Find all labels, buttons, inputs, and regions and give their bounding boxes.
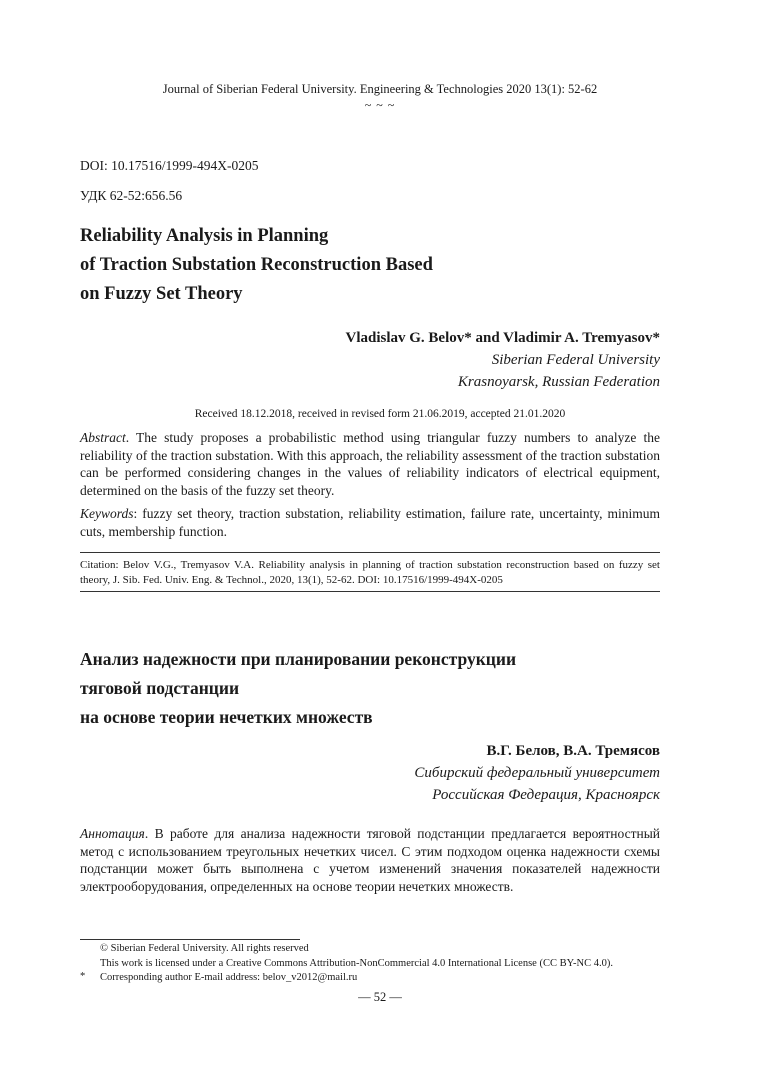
- english-title-line: Reliability Analysis in Planning: [80, 226, 329, 246]
- russian-abstract: [80, 825, 660, 895]
- russian-affiliation-university: Сибирский федеральный университет: [414, 765, 660, 781]
- footnote-rule: [80, 939, 300, 940]
- english-author-block: [346, 327, 661, 393]
- english-title-line: of Traction Substation Reconstruction Based: [80, 255, 433, 275]
- citation-top-rule: [80, 552, 660, 553]
- keywords-label: Keywords: [80, 506, 134, 521]
- english-abstract: [80, 429, 660, 499]
- footnote-license: This work is licensed under a Creative Commons Attribution-NonCommercial 4.0 International License (CC BY-NC 4.0).: [100, 958, 613, 969]
- russian-title-line: тяговой подстанции: [80, 678, 240, 698]
- received-dates: Received 18.12.2018, received in revised form 21.06.2019, accepted 21.01.2020: [194, 408, 566, 420]
- footnote-copyright: © Siberian Federal University. All rights reserved: [100, 943, 309, 954]
- header-ornament: ~ ~ ~: [364, 98, 396, 112]
- journal-header: Journal of Siberian Federal University. Engineering & Technologies 2020 13(1): 52-62: [162, 82, 598, 96]
- english-authors: Vladislav G. Belov* and Vladimir A. Tremyasov*: [345, 330, 660, 346]
- english-title: [80, 222, 640, 309]
- russian-title-line: Анализ надежности при планировании реконструкции: [80, 649, 517, 669]
- abstract-text: . The study proposes a probabilistic method using triangular fuzzy numbers to analyze the reliability of the traction substation. With this approach, the reliability assessment of the traction substation can be performed considering changes in the values of reliability indicators of electrical equipment, determined on the basis of the fuzzy set theory.: [80, 430, 660, 498]
- doi: DOI: 10.17516/1999-494X-0205: [80, 158, 259, 173]
- citation: Citation: Belov V.G., Tremyasov V.A. Reliability analysis in planning of traction substation reconstruction based on fuzzy set theory, J. Sib. Fed. Univ. Eng. & Technol., 2020, 13(1), 52-62. DOI: 10.17516/1999-494X-0205: [80, 559, 660, 586]
- footnote-star: *: [80, 971, 86, 982]
- russian-abstract-text: . В работе для анализа надежности тяговой подстанции предлагается вероятностный метод с использованием треугольных нечетких чисел. С этим подходом оценка надежности схемы подстанции может быть выполнена с учетом изменений значения показателей надежности электрооборудования, определенных на основе теории нечетких множеств.: [80, 826, 660, 894]
- page-number: — 52 —: [358, 990, 402, 1004]
- udk-code: УДК 62-52:656.56: [80, 188, 183, 203]
- russian-affiliation-location: Российская Федерация, Красноярск: [432, 787, 660, 803]
- footnote-corresponding: Corresponding author E-mail address: belov_v2012@mail.ru: [100, 972, 358, 983]
- russian-title: [80, 645, 660, 732]
- russian-abstract-label: Аннотация: [80, 826, 145, 841]
- english-affiliation-location: Krasnoyarsk, Russian Federation: [457, 374, 660, 390]
- russian-author-block: [414, 740, 660, 806]
- english-title-line: on Fuzzy Set Theory: [80, 284, 243, 304]
- citation-bottom-rule: [80, 591, 660, 592]
- russian-title-line: на основе теории нечетких множеств: [80, 707, 373, 727]
- english-affiliation-university: Siberian Federal University: [491, 352, 660, 368]
- english-keywords: [80, 505, 660, 540]
- keywords-text: : fuzzy set theory, traction substation, reliability estimation, failure rate, uncertainty, minimum cuts, membership function.: [80, 506, 660, 539]
- russian-authors: В.Г. Белов, В.А. Тремясов: [486, 743, 660, 759]
- abstract-label: Abstract: [80, 430, 126, 445]
